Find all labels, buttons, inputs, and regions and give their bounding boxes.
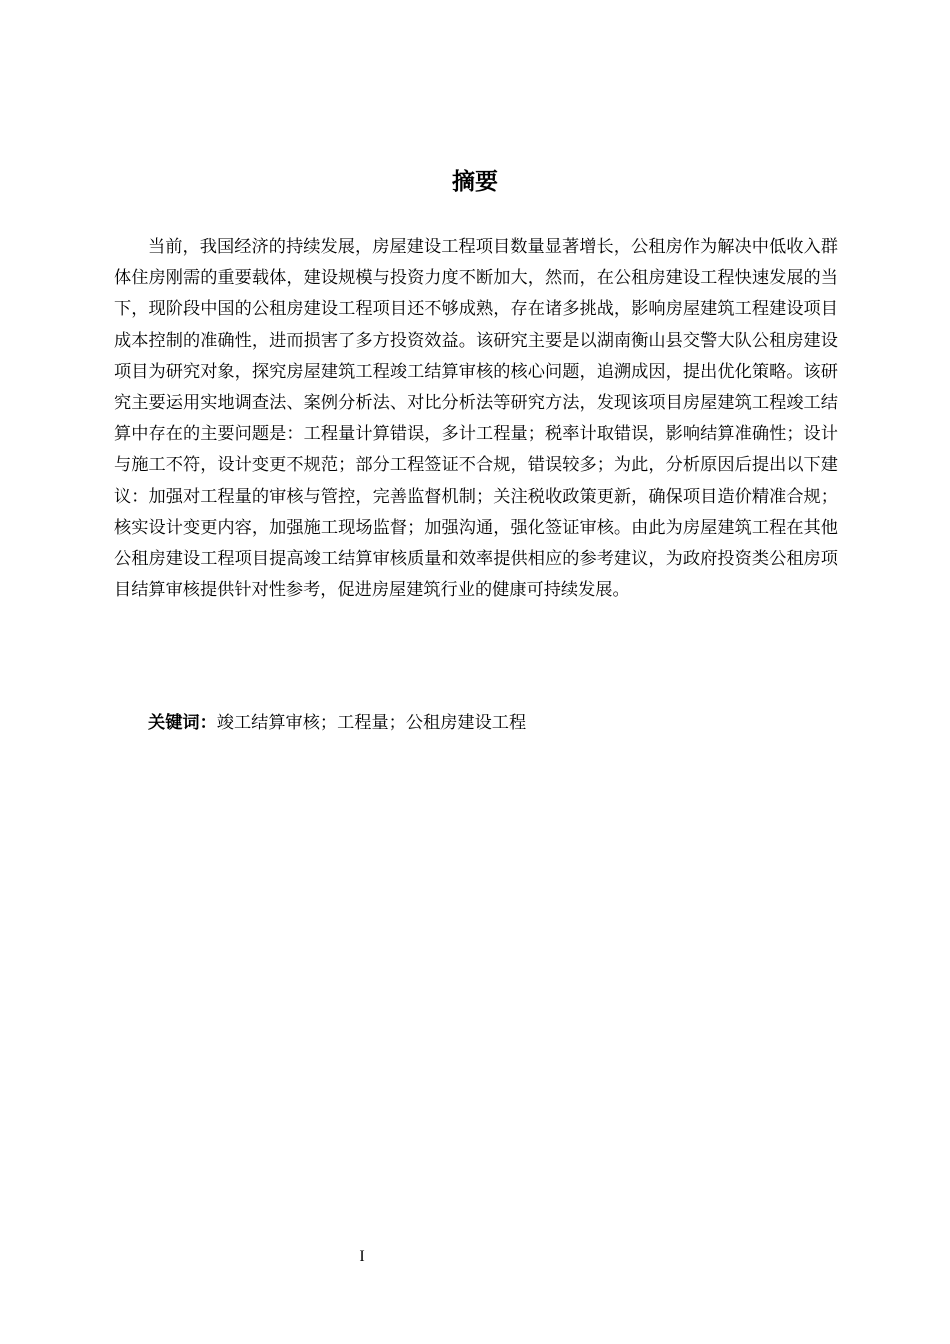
abstract-title: 摘要 (452, 169, 498, 195)
abstract-body: 当前，我国经济的持续发展，房屋建设工程项目数量显著增长，公租房作为解决中低收入群体住房刚需的重要载体，建设规模与投资力度不断加大，然而，在公租房建设工程快速发展的当下，现阶段中国的公租房建设工程项目还不够成熟，存在诸多挑战，影响房屋建筑工程建设项目成本控制的准确性，进而损害了多方投资效益。该研究主要是以湖南衡山县交警大队公租房建设项目为研究对象，探究房屋建筑工程竣工结算审核的核心问题，追溯成因，提出优化策略。该研究主要运用实地调查法、案例分析法、对比分析法等研究方法，发现该项目房屋建筑工程竣工结算中存在的主要问题是：工程量计算错误，多计工程量；税率计取错误，影响结算准确性；设计与施工不符，设计变更不规范；部分工程签证不合规，错误较多；为此，分析原因后提出以下建议：加强对工程量的审核与管控，完善监督机制；关注税收政策更新，确保项目造价精准合规；核实设计变更内容，加强施工现场监督；加强沟通，强化签证审核。由此为房屋建筑工程在其他公租房建设工程项目提高竣工结算审核质量和效率提供相应的参考建议，为政府投资类公租房项目结算审核提供针对性参考，促进房屋建筑行业的健康可持续发展。 (114, 237, 838, 601)
keywords-text: 竣工结算审核；工程量；公租房建设工程 (216, 713, 527, 733)
page-number: I (359, 1248, 365, 1265)
keywords-label: 关键词： (148, 713, 217, 733)
keywords-line (148, 708, 526, 739)
